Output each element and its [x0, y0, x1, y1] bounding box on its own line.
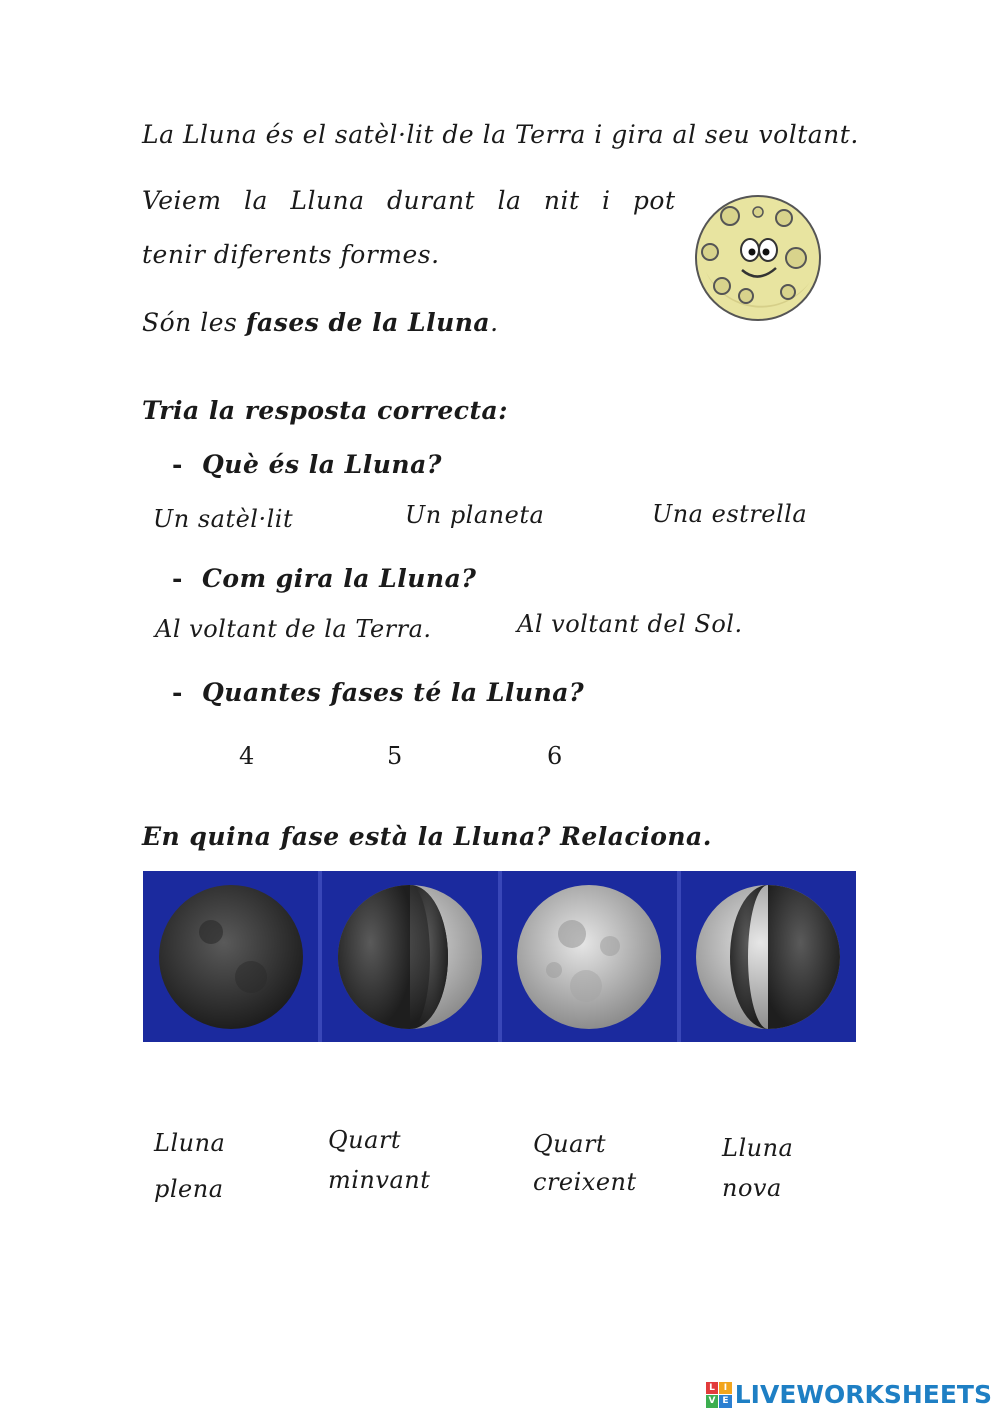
- logo-letter: I: [719, 1382, 732, 1395]
- answer-option[interactable]: Al voltant del Sol.: [517, 610, 743, 638]
- answer-option[interactable]: Una estrella: [652, 500, 808, 528]
- intro-line-4-prefix: Són les: [142, 308, 246, 337]
- logo-letter: V: [706, 1395, 719, 1408]
- question-3-text: Quantes fases té la Lluna?: [202, 678, 585, 707]
- first-quarter-moon-icon: [335, 882, 485, 1032]
- phase-label-line: nova: [722, 1174, 782, 1202]
- answer-option[interactable]: Un satèl·lit: [153, 505, 294, 533]
- intro-keyword: fases de la Lluna: [245, 308, 491, 337]
- intro-line-4-suffix: .: [490, 308, 499, 337]
- phase-label-line: Quart: [533, 1130, 607, 1158]
- new-moon-icon: [156, 882, 306, 1032]
- answer-option[interactable]: 4: [239, 742, 255, 770]
- quiz-instruction: Tria la resposta correcta:: [142, 396, 508, 425]
- intro-line-1: La Lluna és el satèl·lit de la Terra i gira al seu voltant.: [142, 120, 859, 149]
- logo-letter: E: [719, 1395, 732, 1408]
- phase-cell-3[interactable]: [502, 871, 681, 1042]
- question-dash: -: [172, 564, 183, 593]
- phase-label-line: Quart: [328, 1126, 402, 1154]
- question-1: [172, 450, 442, 479]
- last-quarter-moon-icon: [693, 882, 843, 1032]
- liveworksheets-logo: [706, 1380, 992, 1409]
- intro-line-3: tenir diferents formes.: [142, 240, 440, 269]
- phase-label-line: creixent: [533, 1168, 637, 1196]
- phase-cell-4[interactable]: [681, 871, 856, 1042]
- question-3: [172, 678, 584, 707]
- liveworksheets-icon: [706, 1382, 732, 1408]
- question-2-text: Com gira la Lluna?: [202, 564, 477, 593]
- phase-label-line: plena: [154, 1175, 224, 1203]
- matching-instruction: En quina fase està la Lluna? Relaciona.: [142, 822, 712, 851]
- question-1-text: Què és la Lluna?: [202, 450, 442, 479]
- question-2: [172, 564, 476, 593]
- question-dash: -: [172, 450, 183, 479]
- full-moon-icon: [514, 882, 664, 1032]
- phase-label-line: minvant: [328, 1166, 431, 1194]
- logo-letter: L: [706, 1382, 719, 1395]
- question-dash: -: [172, 678, 183, 707]
- cartoon-moon-illustration: [692, 192, 824, 324]
- answer-option[interactable]: Un planeta: [405, 501, 545, 529]
- intro-line-4: [142, 308, 499, 337]
- answer-option[interactable]: 6: [547, 742, 563, 770]
- phase-label-3[interactable]: [533, 1125, 683, 1201]
- intro-line-2: Veiem la Lluna durant la nit i pot: [142, 186, 676, 215]
- moon-phases-strip: [143, 871, 856, 1042]
- answer-option[interactable]: 5: [387, 742, 403, 770]
- phase-label-2[interactable]: [328, 1120, 488, 1200]
- phase-label-line: Lluna: [722, 1134, 794, 1162]
- answer-option[interactable]: Al voltant de la Terra.: [155, 615, 432, 643]
- phase-cell-2[interactable]: [322, 871, 501, 1042]
- phase-label-4[interactable]: [722, 1128, 862, 1208]
- phase-label-1[interactable]: [154, 1120, 294, 1212]
- phase-cell-1[interactable]: [143, 871, 322, 1042]
- phase-label-line: Lluna: [154, 1129, 226, 1157]
- brand-name: LIVEWORKSHEETS: [734, 1380, 992, 1409]
